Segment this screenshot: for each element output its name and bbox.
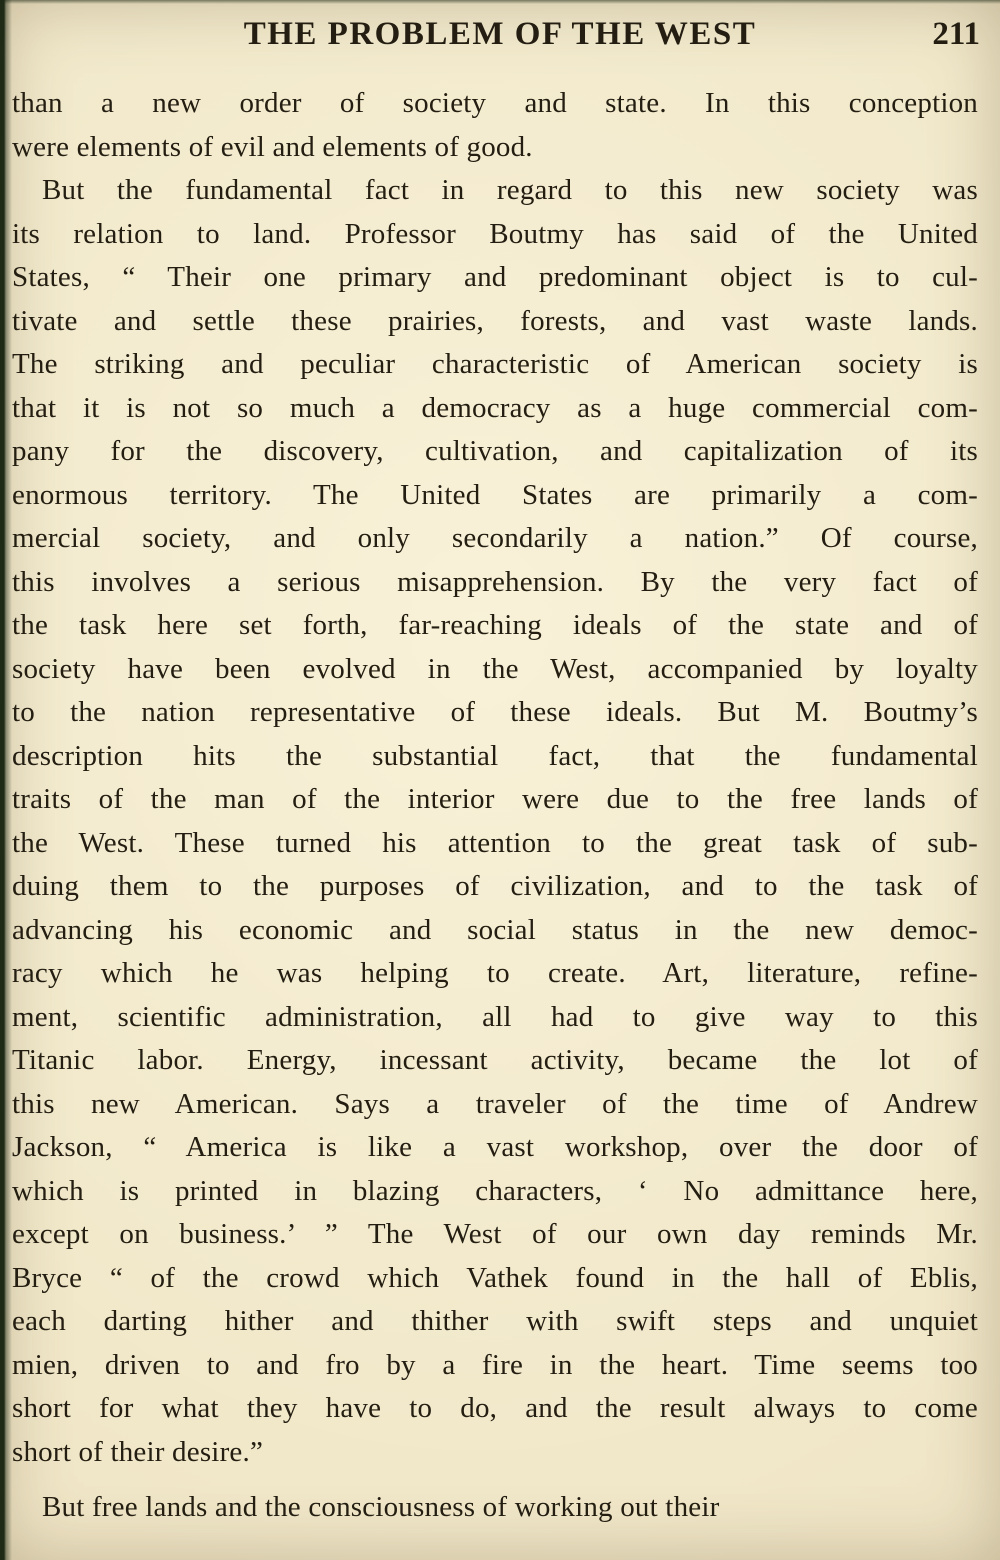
text-line: But the fundamental fact in regard to this new society was — [42, 174, 978, 206]
paragraph — [12, 1486, 978, 1530]
running-title: THE PROBLEM OF THE WEST — [243, 16, 757, 52]
text-line: to the nation representative of these ideals. But M. Boutmy’s — [12, 696, 978, 728]
paragraph — [12, 82, 978, 169]
text-line: The striking and peculiar characteristic of American society is — [12, 348, 978, 380]
text-line: its relation to land. Professor Boutmy has said of the United — [12, 217, 978, 250]
paragraph — [12, 169, 978, 1474]
page-header — [0, 0, 1000, 82]
text-line: than a new order of society and state. In this conception — [12, 87, 978, 119]
text-line: that it is not so much a democracy as a huge commercial com- — [12, 391, 978, 424]
text-line: this new American. Says a traveler of the time of Andrew — [12, 1087, 978, 1120]
text-line: which is printed in blazing characters, ‘ No admittance here, — [12, 1174, 978, 1207]
text-line: States, “ Their one primary and predominant object is to cul- — [12, 261, 978, 293]
text-line: description hits the substantial fact, that the fundamental — [12, 739, 978, 772]
text-line: were elements of evil and elements of good. — [12, 130, 533, 163]
text-line: racy which he was helping to create. Art, literature, refine- — [12, 957, 978, 989]
text-line: duing them to the purposes of civilization, and to the task of — [12, 870, 978, 902]
text-line: mien, driven to and fro by a fire in the heart. Time seems too — [12, 1348, 978, 1381]
text-line: But free lands and the consciousness of working out their — [42, 1491, 720, 1523]
text-line: the West. These turned his attention to the great task of sub- — [12, 826, 978, 859]
text-line: this involves a serious misapprehension. By the very fact of — [12, 565, 978, 598]
text-line: the task here set forth, far-reaching ideals of the state and of — [12, 609, 978, 641]
text-line: traits of the man of the interior were due to the free lands of — [12, 783, 978, 815]
text-line: ment, scientific administration, all had to give way to this — [12, 1000, 978, 1033]
page-body — [0, 82, 1000, 1530]
text-line: short for what they have to do, and the result always to come — [12, 1392, 978, 1424]
text-line: tivate and settle these prairies, forests, and vast waste lands. — [12, 304, 978, 337]
page-number: 211 — [932, 16, 980, 52]
text-line: Bryce “ of the crowd which Vathek found in the hall of Eblis, — [12, 1261, 978, 1294]
text-line: pany for the discovery, cultivation, and capitalization of its — [12, 435, 978, 467]
text-line: each darting hither and thither with swift steps and unquiet — [12, 1305, 978, 1337]
text-line: Jackson, “ America is like a vast workshop, over the door of — [12, 1131, 978, 1163]
text-line: Titanic labor. Energy, incessant activity, became the lot of — [12, 1044, 978, 1076]
text-line: enormous territory. The United States are primarily a com- — [12, 478, 978, 511]
text-line: society have been evolved in the West, accompanied by loyalty — [12, 652, 978, 685]
text-line: short of their desire.” — [12, 1435, 264, 1468]
text-line: except on business.’ ” The West of our own day reminds Mr. — [12, 1218, 978, 1250]
text-line: mercial society, and only secondarily a nation.” Of course, — [12, 522, 978, 554]
text-line: advancing his economic and social status in the new democ- — [12, 913, 978, 946]
